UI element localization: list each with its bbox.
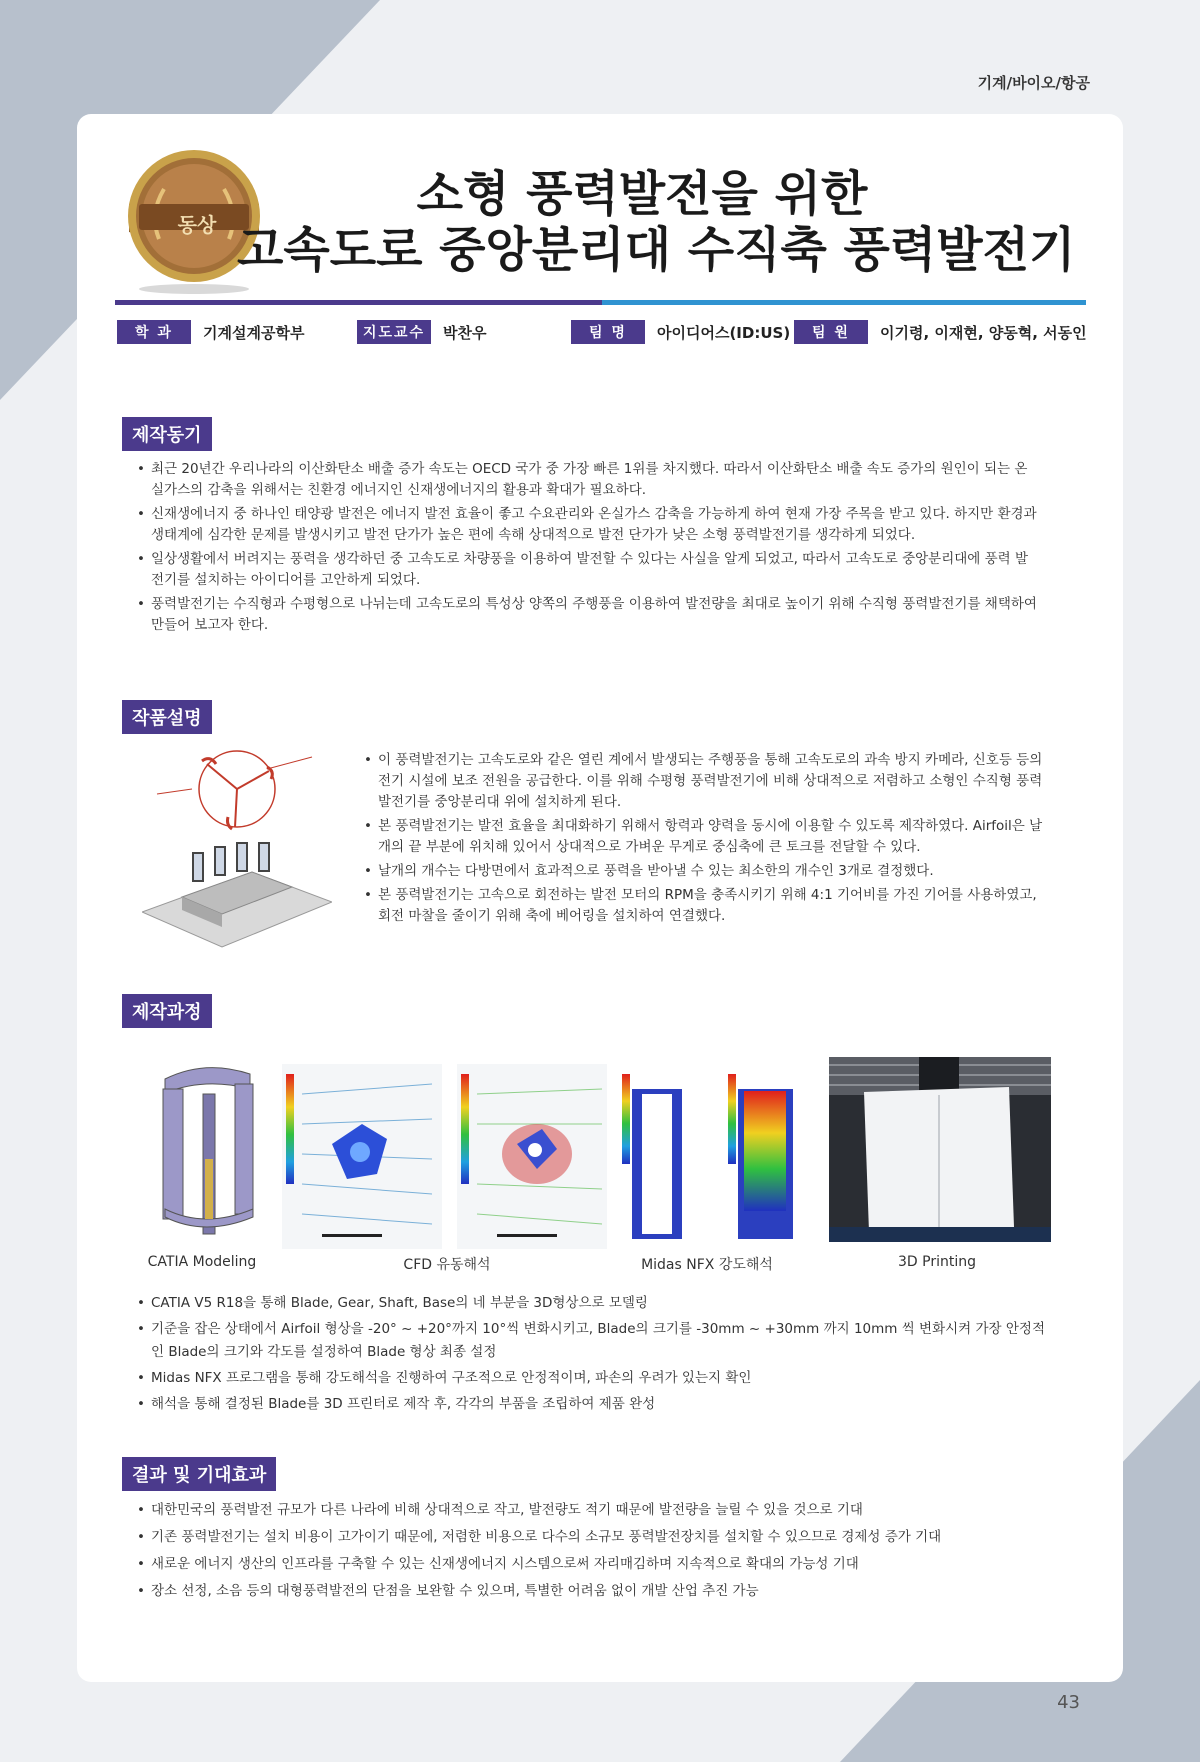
- list-item: • 대한민국의 풍력발전 규모가 다른 나라에 비해 상대적으로 작고, 발전량도 적기 때문에 발전량을 늘릴 수 있을 것으로 기대: [137, 1498, 1047, 1522]
- info-dept: [117, 320, 304, 344]
- section-results-title: 결과 및 기대효과: [122, 1457, 276, 1491]
- section-motivation-title: 제작동기: [122, 417, 212, 451]
- section-process-title: 제작과정: [122, 994, 212, 1028]
- cfd-analysis-image-2: [457, 1064, 607, 1249]
- list-item: • 본 풍력발전기는 발전 효율을 최대화하기 위해서 항력과 양력을 동시에 이용할 수 있도록 제작하였다. Airfoil은 날개의 끝 부분에 위치해 있어서 상대적으로 가벼운 무게로 중심축에 큰 토크를 전달할 수 있다.: [364, 816, 1044, 858]
- list-item: • 기존 풍력발전기는 설치 비용이 고가이기 때문에, 저렴한 비용으로 다수의 소규모 풍력발전장치를 설치할 수 있으므로 경제성 증가 기대: [137, 1525, 1047, 1549]
- title-line-2: 고속도로 중앙분리대 수직축 풍력발전기: [237, 222, 1076, 278]
- info-team: [571, 320, 790, 344]
- list-item: • 신재생에너지 중 하나인 태양광 발전은 에너지 발전 효율이 좋고 수요관리와 온실가스 감축을 가능하게 하여 현재 가장 주목을 받고 있다. 하지만 환경과 생태계에 심각한 문제를 발생시키고 발전 단가가 높은 편에 속해 상대적으로 발전 단가가 낮은 소형 풍력발전기를 생각하게 되었다.: [137, 504, 1037, 546]
- members-value: 이기령, 이재현, 양동혁, 서동인: [880, 323, 1087, 342]
- list-item: • 장소 선정, 소음 등의 대형풍력발전의 단점을 보완할 수 있으며, 특별한 어려움 없이 개발 산업 추진 가능: [137, 1579, 1047, 1603]
- dept-value: 기계설계공학부: [203, 323, 305, 342]
- description-list: [364, 750, 1044, 930]
- list-item: • 이 풍력발전기는 고속도로와 같은 열린 계에서 발생되는 주행풍을 통해 고속도로의 과속 방지 카메라, 신호등 등의 전기 시설에 보조 전원을 공급한다. 이를 위해 수평형 풍력발전기에 비해 상대적으로 저렴하고 소형인 수직형 풍력발전기를 중앙분리대 위에 설치하게 된다.: [364, 750, 1044, 813]
- page-title: [237, 166, 1076, 278]
- poster-card: [77, 114, 1123, 1682]
- caption-catia: CATIA Modeling: [147, 1254, 257, 1270]
- list-item: • 해석을 통해 결정된 Blade를 3D 프린터로 제작 후, 각각의 부품을 조립하여 제품 완성: [137, 1393, 1047, 1416]
- advisor-value: 박찬우: [443, 323, 487, 342]
- medal-label: 동상: [177, 213, 217, 237]
- catia-model-image: [145, 1059, 270, 1249]
- caption-midas: Midas NFX 강도해석: [641, 1257, 773, 1273]
- 3d-printing-photo: [829, 1057, 1051, 1242]
- process-list: [137, 1292, 1047, 1419]
- advisor-label: 지도교수: [357, 320, 431, 344]
- list-item: • CATIA V5 R18을 통해 Blade, Gear, Shaft, Base의 네 부분을 3D형상으로 모델링: [137, 1292, 1047, 1315]
- midas-nfx-image: [620, 1059, 810, 1254]
- info-members: [794, 320, 1087, 344]
- info-advisor: [357, 320, 486, 344]
- team-value: 아이디어스(ID:US): [657, 323, 791, 342]
- list-item: • 날개의 개수는 다방면에서 효과적으로 풍력을 받아낼 수 있는 최소한의 개수인 3개로 결정했다.: [364, 861, 1044, 882]
- page-number: 43: [1057, 1692, 1080, 1713]
- cfd-analysis-image-1: [282, 1064, 442, 1249]
- list-item: • 새로운 에너지 생산의 인프라를 구축할 수 있는 신재생에너지 시스템으로써 자리매김하며 지속적으로 확대의 가능성 기대: [137, 1552, 1047, 1576]
- list-item: • 최근 20년간 우리나라의 이산화탄소 배출 증가 속도는 OECD 국가 중 가장 빠른 1위를 차지했다. 따라서 이산화탄소 배출 속도 증가의 원인이 되는 온실가스의 감축을 위해서는 친환경 에너지인 신재생에너지의 활용과 확대가 필요하다.: [137, 459, 1037, 501]
- dept-label: 학 과: [117, 320, 191, 344]
- motivation-list: [137, 459, 1037, 639]
- list-item: • 풍력발전기는 수직형과 수평형으로 나뉘는데 고속도로의 특성상 양쪽의 주행풍을 이용하여 발전량을 최대로 높이기 위해 수직형 풍력발전기를 채택하여 만들어 보고자 한다.: [137, 594, 1037, 636]
- team-label: 팀 명: [571, 320, 645, 344]
- section-description-title: 작품설명: [122, 700, 212, 734]
- title-rule-blue: [602, 300, 1086, 305]
- list-item: • Midas NFX 프로그램을 통해 강도해석을 진행하여 구조적으로 안정적이며, 파손의 우려가 있는지 확인: [137, 1367, 1047, 1390]
- members-label: 팀 원: [794, 320, 868, 344]
- results-list: [137, 1498, 1047, 1606]
- list-item: • 기준을 잡은 상태에서 Airfoil 형상을 -20° ~ +20°까지 10°씩 변화시키고, Blade의 크기를 -30mm ~ +30mm 까지 10mm 씩 변화시켜 가장 안정적인 Blade의 크기와 각도를 설정하여 Blade 형상 최종 설정: [137, 1318, 1047, 1364]
- list-item: • 본 풍력발전기는 고속으로 회전하는 발전 모터의 RPM을 충족시키기 위해 4:1 기어비를 가진 기어를 사용하였고, 회전 마찰을 줄이기 위해 축에 베어링을 설치하여 연결했다.: [364, 885, 1044, 927]
- airfoil-diagram-figure: [137, 739, 337, 839]
- category-label: 기계/바이오/항공: [977, 74, 1090, 92]
- list-item: • 일상생활에서 버려지는 풍력을 생각하던 중 고속도로 차량풍을 이용하여 발전할 수 있다는 사실을 알게 되었고, 따라서 고속도로 중앙분리대에 풍력 발전기를 설치하는 아이디어를 고안하게 되었다.: [137, 549, 1037, 591]
- title-rule-purple: [115, 300, 602, 305]
- title-line-1: 소형 풍력발전을 위한: [416, 166, 868, 222]
- caption-3d-printing: 3D Printing: [898, 1254, 976, 1270]
- caption-cfd: CFD 유동해석: [403, 1257, 491, 1273]
- median-barrier-turbine-figure: [142, 842, 332, 952]
